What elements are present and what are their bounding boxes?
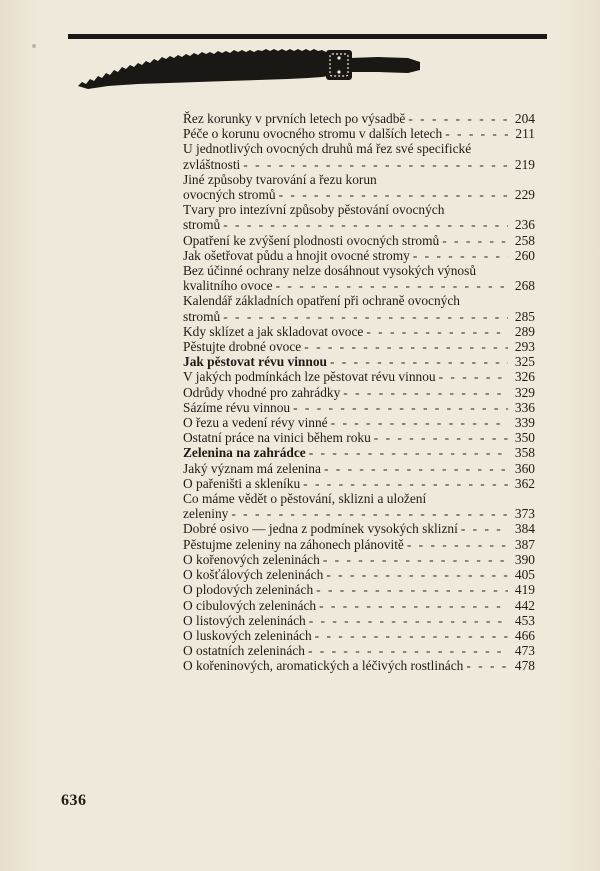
toc-leader — [408, 111, 508, 126]
toc-entry — [183, 643, 535, 658]
toc-entry — [183, 324, 535, 339]
toc-title: Tvary pro intezívní způsoby pěstování ovocných — [183, 202, 445, 218]
toc-entry — [183, 567, 535, 582]
toc-leader — [326, 567, 508, 582]
toc-page-number: 360 — [514, 460, 535, 476]
toc-title: Sázíme révu vinnou — [183, 399, 291, 415]
toc-title: Řez korunky v prvních letech po výsadbě — [183, 111, 406, 126]
toc-title: Bez účinné ochrany nelze dosáhnout vysokých výnosů — [183, 263, 477, 279]
toc-line — [183, 552, 535, 567]
toc-page-number: 260 — [514, 247, 535, 263]
toc-line — [183, 506, 535, 521]
toc-line — [183, 157, 535, 172]
toc-page-number: 362 — [514, 475, 535, 491]
toc-line — [183, 126, 535, 141]
toc-entry — [183, 613, 535, 628]
toc-leader — [413, 248, 508, 263]
toc-entry — [183, 537, 535, 552]
toc-leader — [309, 613, 508, 628]
toc-page-number: 373 — [514, 506, 535, 522]
toc-title: Kdy sklízet a jak skladovat ovoce — [183, 323, 364, 339]
toc-title: O ostatních zeleninách — [183, 643, 305, 659]
toc-line — [183, 248, 535, 263]
toc-leader — [223, 217, 508, 232]
toc-leader — [343, 385, 508, 400]
toc-page-number: 219 — [514, 156, 535, 172]
page-number: 636 — [61, 792, 87, 809]
toc-line — [183, 658, 535, 673]
toc-leader — [276, 278, 508, 293]
table-of-contents — [183, 111, 535, 674]
toc-page-number: 442 — [514, 597, 535, 613]
toc-entry — [183, 248, 535, 263]
toc-page-number: 387 — [514, 536, 535, 552]
toc-entry — [183, 415, 535, 430]
toc-leader — [279, 187, 508, 202]
toc-title: Jak pěstovat révu vinnou — [183, 354, 327, 370]
toc-line — [183, 476, 535, 491]
toc-leader — [407, 537, 508, 552]
toc-title: O luskových zeleninách — [183, 627, 312, 643]
toc-entry — [183, 354, 535, 369]
toc-title: stromů — [183, 217, 221, 233]
toc-title: O kořenových zeleninách — [183, 551, 320, 567]
toc-title: U jednotlivých ovocných druhů má řez své specifické — [183, 141, 472, 157]
paper-speck — [32, 44, 36, 48]
toc-page-number: 268 — [514, 278, 535, 294]
toc-line — [183, 537, 535, 552]
toc-title: O košťálových zeleninách — [183, 567, 324, 583]
toc-line — [183, 567, 535, 582]
toc-leader — [374, 430, 508, 445]
toc-page-number: 336 — [514, 399, 535, 415]
toc-leader — [316, 582, 508, 597]
toc-leader — [304, 339, 508, 354]
toc-title: O plodových zeleninách — [183, 582, 314, 598]
toc-entry — [183, 141, 535, 171]
toc-entry — [183, 628, 535, 643]
toc-leader — [308, 643, 508, 658]
toc-title: Jaký význam má zelenina — [183, 460, 321, 476]
toc-leader — [303, 476, 508, 491]
toc-line — [183, 613, 535, 628]
toc-title: Pěstujme zeleniny na záhonech plánovitě — [183, 536, 404, 552]
toc-line — [183, 415, 535, 430]
toc-line — [183, 445, 535, 460]
toc-title: Péče o korunu ovocného stromu v dalších letech — [183, 126, 443, 142]
toc-entry — [183, 400, 535, 415]
toc-page-number: 326 — [514, 369, 535, 385]
toc-page-number: 350 — [514, 430, 535, 446]
toc-line — [183, 278, 535, 293]
toc-line — [183, 309, 535, 324]
toc-title: O kořeninových, aromatických a léčivých rostlinách — [183, 658, 464, 674]
toc-page-number: 236 — [514, 217, 535, 233]
toc-page-number: 293 — [514, 339, 535, 355]
toc-entry — [183, 491, 535, 521]
toc-title: Kalendář základních opatření při ochraně ovocných — [183, 293, 460, 309]
toc-page-number: 229 — [514, 187, 535, 203]
toc-line — [183, 430, 535, 445]
toc-page-number: 204 — [514, 111, 535, 126]
toc-title: Opatření ke zvýšení plodnosti ovocných stromů — [183, 232, 440, 248]
toc-leader — [319, 598, 508, 613]
toc-entry — [183, 111, 535, 126]
toc-title: O listových zeleninách — [183, 612, 306, 628]
toc-line — [183, 354, 535, 369]
toc-title: kvalitního ovoce — [183, 278, 273, 294]
toc-leader — [442, 233, 508, 248]
toc-entry — [183, 445, 535, 460]
toc-page-number: 358 — [514, 445, 535, 461]
toc-title: stromů — [183, 308, 221, 324]
toc-entry — [183, 461, 535, 476]
toc-leader — [243, 157, 508, 172]
toc-entry — [183, 293, 535, 323]
toc-entry — [183, 552, 535, 567]
toc-line — [183, 582, 535, 597]
toc-entry — [183, 126, 535, 141]
toc-line — [183, 233, 535, 248]
toc-page-number: 258 — [514, 232, 535, 248]
toc-leader — [293, 400, 508, 415]
toc-line — [183, 369, 535, 384]
toc-page-number: 325 — [514, 354, 535, 370]
toc-entry — [183, 658, 535, 673]
toc-leader — [231, 506, 508, 521]
toc-title: O řezu a vedení révy vinné — [183, 415, 328, 431]
toc-leader — [439, 369, 508, 384]
toc-line — [183, 461, 535, 476]
toc-leader — [223, 309, 508, 324]
toc-line — [183, 385, 535, 400]
toc-entry — [183, 263, 535, 293]
toc-title: Jak ošetřovat půdu a hnojit ovocné stromy — [183, 247, 410, 263]
pruning-saw-icon — [78, 46, 423, 96]
toc-leader — [323, 552, 508, 567]
toc-page-number: 289 — [514, 323, 535, 339]
toc-entry — [183, 476, 535, 491]
toc-line — [183, 111, 535, 126]
toc-line — [183, 598, 535, 613]
toc-page-number: 285 — [514, 308, 535, 324]
toc-line — [183, 263, 535, 278]
toc-entry — [183, 598, 535, 613]
toc-entry — [183, 233, 535, 248]
toc-page-number: 339 — [514, 415, 535, 431]
toc-page-number: 478 — [514, 658, 535, 674]
toc-leader — [330, 354, 508, 369]
toc-title: Jiné způsoby tvarování a řezu korun — [183, 171, 377, 187]
toc-line — [183, 187, 535, 202]
toc-leader — [445, 126, 508, 141]
toc-line — [183, 400, 535, 415]
toc-title: Zelenina na zahrádce — [183, 445, 306, 461]
toc-page-number: 384 — [514, 521, 535, 537]
toc-title: O cibulových zeleninách — [183, 597, 317, 613]
toc-title: V jakých podmínkách lze pěstovat révu vinnou — [183, 369, 436, 385]
toc-line — [183, 293, 535, 308]
toc-title: Co máme vědět o pěstování, sklizni a uložení — [183, 491, 427, 507]
toc-leader — [366, 324, 508, 339]
toc-title: zvláštnosti — [183, 156, 241, 172]
toc-page-number: 473 — [514, 643, 535, 659]
toc-title: Odrůdy vhodné pro zahrádky — [183, 384, 341, 400]
toc-entry — [183, 202, 535, 232]
toc-title: Pěstujte drobné ovoce — [183, 339, 302, 355]
toc-line — [183, 628, 535, 643]
toc-page-number: 329 — [514, 384, 535, 400]
toc-leader — [324, 461, 508, 476]
toc-line — [183, 339, 535, 354]
toc-title: Ostatní práce na vinici během roku — [183, 430, 371, 446]
toc-line — [183, 491, 535, 506]
toc-line — [183, 521, 535, 536]
toc-page-number: 453 — [514, 612, 535, 628]
toc-page-number: 390 — [514, 551, 535, 567]
toc-page-number: 405 — [514, 567, 535, 583]
toc-leader — [466, 658, 508, 673]
toc-line — [183, 217, 535, 232]
toc-leader — [315, 628, 508, 643]
toc-title: O pařeništi a skleníku — [183, 475, 301, 491]
header-rule — [68, 34, 547, 39]
toc-entry — [183, 385, 535, 400]
toc-entry — [183, 430, 535, 445]
toc-entry — [183, 172, 535, 202]
toc-page-number: 419 — [514, 582, 535, 598]
toc-title: ovocných stromů — [183, 187, 276, 203]
toc-leader — [309, 445, 508, 460]
toc-entry — [183, 339, 535, 354]
toc-line — [183, 172, 535, 187]
toc-entry — [183, 369, 535, 384]
toc-leader — [331, 415, 508, 430]
toc-line — [183, 324, 535, 339]
toc-page-number: 211 — [515, 126, 535, 142]
toc-line — [183, 643, 535, 658]
toc-leader — [461, 521, 508, 536]
toc-entry — [183, 521, 535, 536]
toc-title: zeleniny — [183, 506, 229, 522]
toc-line — [183, 141, 535, 156]
toc-page-number: 466 — [514, 627, 535, 643]
toc-line — [183, 202, 535, 217]
toc-entry — [183, 582, 535, 597]
toc-title: Dobré osivo — jedna z podmínek vysokých sklizní — [183, 521, 458, 537]
